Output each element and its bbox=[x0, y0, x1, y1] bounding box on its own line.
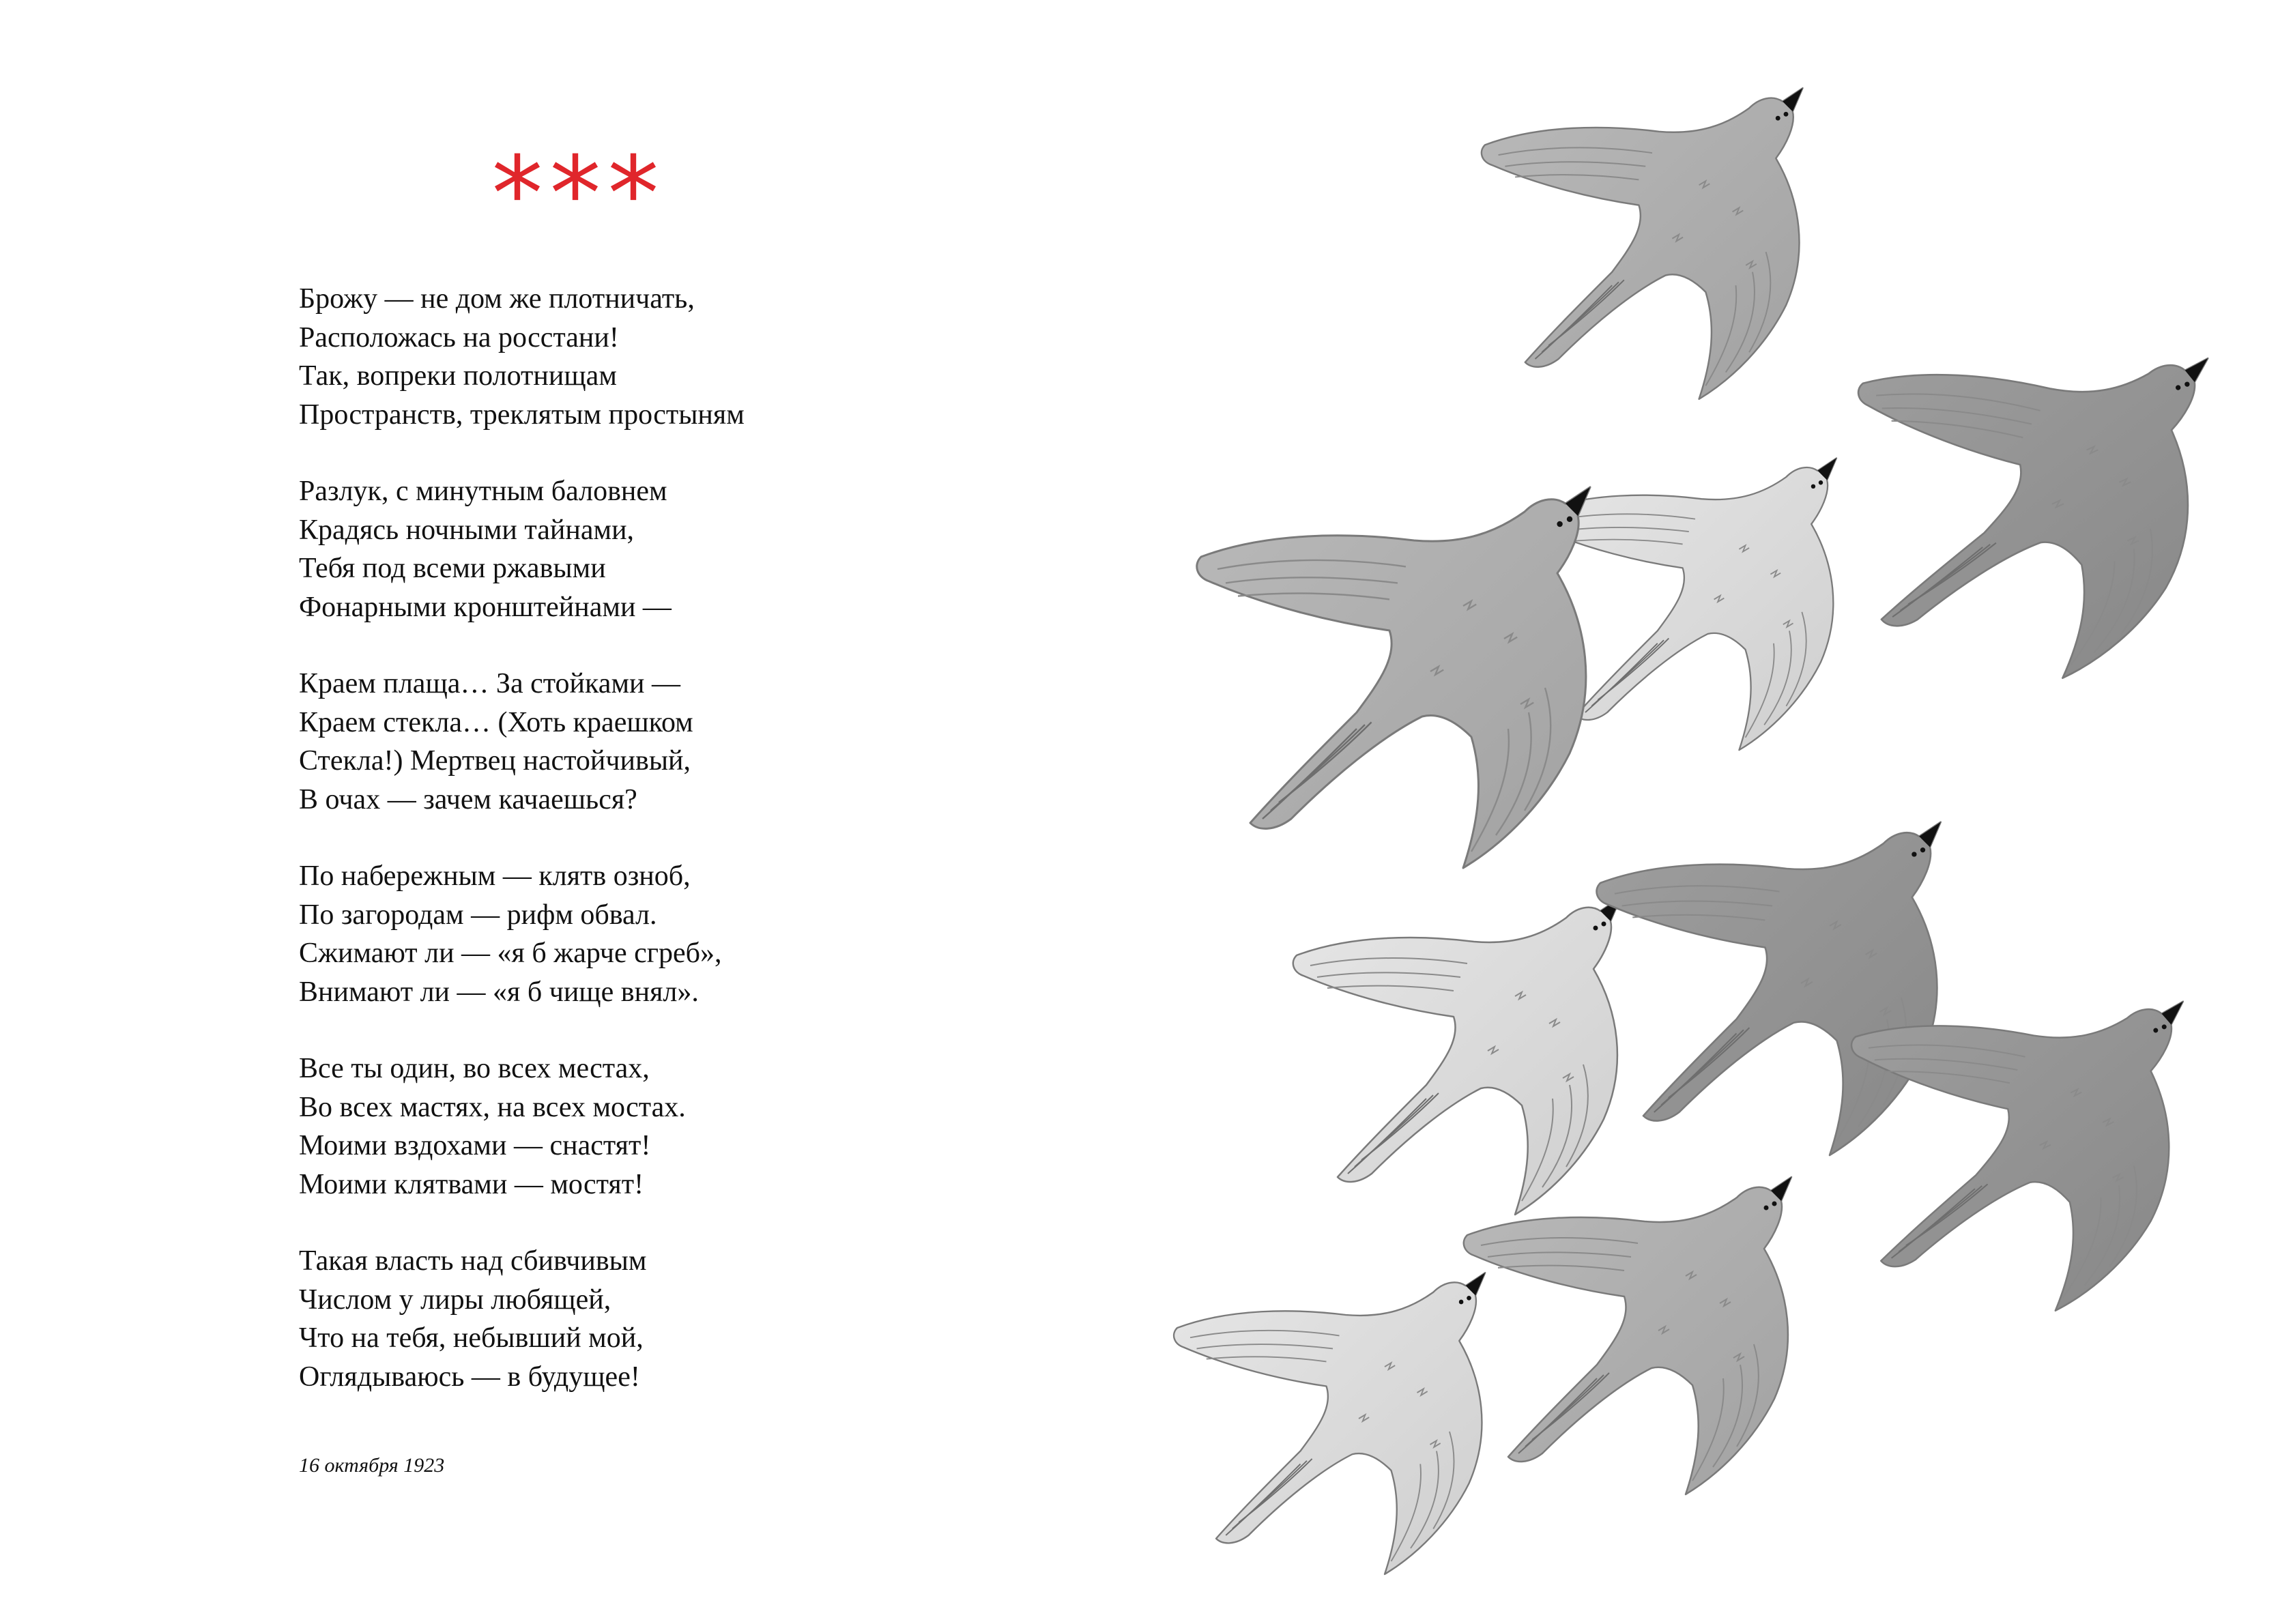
bird-4 bbox=[1197, 487, 1590, 868]
poem-line: Числом у лиры любящей, bbox=[299, 1284, 611, 1316]
bird-7 bbox=[1834, 978, 2182, 1318]
poem-page bbox=[0, 0, 1146, 1624]
poem-line: Крадясь ночными тайнами, bbox=[299, 514, 635, 546]
stanza bbox=[299, 1242, 981, 1396]
poem-line: Что на тебя, небывший мой, bbox=[299, 1322, 644, 1354]
poem-date: 16 октября 1923 bbox=[299, 1454, 445, 1477]
asterisk-ornament: *** bbox=[491, 135, 666, 254]
poem-line: Моими клятвами — мостят! bbox=[299, 1168, 644, 1200]
poem-line: Краем стекла… (Хоть краешком bbox=[299, 706, 693, 738]
poem-line: Стекла!) Мертвец настойчивый, bbox=[299, 745, 691, 777]
bird-5 bbox=[1293, 897, 1621, 1215]
poem-line: Разлук, с минутным баловнем bbox=[299, 476, 667, 507]
poem-line: Так, вопреки полотнищам bbox=[299, 360, 617, 392]
poem-line: Брожу — не дом же плотничать, bbox=[299, 283, 695, 315]
bird-2 bbox=[1831, 322, 2208, 689]
poem-line: Краем плаща… За стойками — bbox=[299, 668, 681, 699]
poem-line: Все ты один, во всех местах, bbox=[299, 1053, 650, 1084]
stanza bbox=[299, 1049, 981, 1204]
poem-line: Оглядываюсь — в будущее! bbox=[299, 1361, 640, 1393]
bird-flock-illustration bbox=[1146, 0, 2293, 1624]
bird-9 bbox=[1174, 1273, 1485, 1574]
stanza bbox=[299, 665, 981, 819]
poem-line: В очах — зачем качаешься? bbox=[299, 783, 637, 815]
poem-line: Такая власть над сбивчивым bbox=[299, 1245, 647, 1277]
bird-6 bbox=[1597, 822, 1941, 1155]
stanza bbox=[299, 472, 981, 626]
stanza bbox=[299, 857, 981, 1011]
illustration-page bbox=[1146, 0, 2293, 1624]
poem-line: По набережным — клятв озноб, bbox=[299, 860, 691, 892]
stanza bbox=[299, 280, 981, 434]
bird-1 bbox=[1482, 88, 1803, 399]
poem bbox=[299, 280, 981, 1434]
poem-line: Расположась на росстани! bbox=[299, 321, 619, 353]
poem-line: Пространств, треклятым простыням bbox=[299, 398, 745, 431]
poem-line: Фонарными кронштейнами — bbox=[299, 591, 672, 623]
poem-line: Тебя под всеми ржавыми bbox=[299, 553, 606, 584]
poem-line: Моими вздохами — снастят! bbox=[299, 1130, 651, 1161]
poem-line: Внимают ли — «я б чище внял». bbox=[299, 976, 699, 1008]
poem-line: Сжимают ли — «я б жарче сгреб», bbox=[299, 938, 722, 969]
poem-line: Во всех мастях, на всех мостах. bbox=[299, 1091, 686, 1123]
bird-8 bbox=[1464, 1177, 1791, 1494]
poem-line: По загородам — рифм обвал. bbox=[299, 899, 657, 931]
